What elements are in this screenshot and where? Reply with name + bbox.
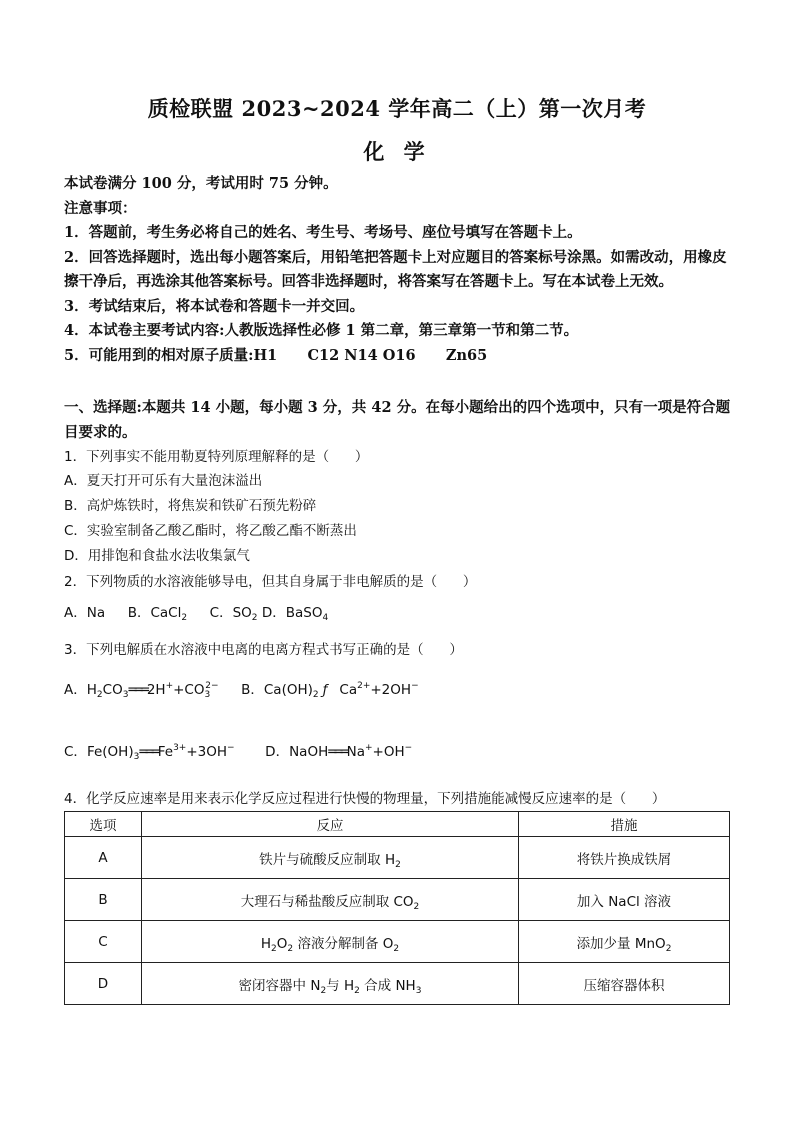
question-2-option-a: A．Na xyxy=(64,605,106,621)
question-1-option-a: A．夏天打开可乐有大量泡沫溢出 xyxy=(64,473,263,489)
question-1 xyxy=(64,447,744,569)
table-cell-option: A xyxy=(65,837,142,879)
table-cell-option: D xyxy=(65,963,142,1005)
table-cell-reaction: 铁片与硫酸反应制取 $H_2$ xyxy=(142,837,519,879)
question-3-option-a: A．$H_2CO_3═══2H^++CO_3^{2-}$ xyxy=(64,681,219,700)
score-time-note: 本试卷满分 100 分，考试用时 75 分钟。 xyxy=(64,175,338,192)
exam-subject: 化 学 xyxy=(363,139,431,164)
table-row xyxy=(65,837,730,879)
table-cell-measure: 压缩容器体积 xyxy=(519,963,730,1005)
table-cell-reaction: 大理石与稀盐酸反应制取 $CO_2$ xyxy=(142,879,519,921)
question-4-stem xyxy=(64,789,744,809)
table-cell-option: C xyxy=(65,921,142,963)
note-item-5: 5．可能用到的相对原子质量:H1 C12 N14 O16 Zn65 xyxy=(64,346,488,364)
table-cell-reaction: 密闭容器中 $N_2$与 $H_2$ 合成 $NH_3$ xyxy=(142,963,519,1005)
table-row xyxy=(65,921,730,963)
question-3-stem-text: 3．下列电解质在水溶液中电离的电离方程式书写正确的是（ ） xyxy=(64,642,463,658)
question-4-table xyxy=(64,811,730,1005)
question-2-stem-text: 2．下列物质的水溶液能够导电，但其自身属于非电解质的是（ ） xyxy=(64,574,477,590)
question-2-options xyxy=(64,603,744,623)
note-item-2: 2．回答选择题时，选出每小题答案后，用铅笔把答题卡上对应题目的答案标号涂黑。如需改动，用橡皮擦干净后，再选涂其他答案标号。回答非选择题时，将答案写在答题卡上。写在本试卷上无效。 xyxy=(64,248,727,290)
question-2-option-d: D．BaSO$_4$ xyxy=(261,605,329,623)
note-item-3: 3．考试结束后，将本试卷和答题卡一并交回。 xyxy=(64,297,365,315)
section-1-heading: 一、选择题:本题共 14 小题，每小题 3 分，共 42 分。在每小题给出的四个选项中，只有一项是符合题目要求的。 xyxy=(64,399,731,441)
table-row xyxy=(65,879,730,921)
exam-title: 质检联盟 2023~2024 学年高二（上）第一次月考 xyxy=(147,96,647,121)
question-3-options-cd xyxy=(64,742,744,762)
table-cell-reaction: $H_2O_2$ 溶液分解制备 $O_2$ xyxy=(142,921,519,963)
question-3-option-b: B．$Ca(OH)_2$ ƒ $Ca^{2+}+2OH^-$ xyxy=(241,681,419,700)
note-item-1: 1．答题前，考生务必将自己的姓名、考生号、考场号、座位号填写在答题卡上。 xyxy=(64,224,582,241)
table-cell-measure: 加入 NaCl 溶液 xyxy=(519,879,730,921)
question-2-stem xyxy=(64,572,744,592)
question-3-option-c: C．$Fe(OH)_3═══Fe^{3+}+3OH^-$ xyxy=(64,743,235,762)
exam-notes xyxy=(64,172,734,368)
table-header-option: 选项 xyxy=(65,812,142,837)
table-row xyxy=(65,963,730,1005)
question-1-option-c: C．实验室制备乙酸乙酯时，将乙酸乙酯不断蒸出 xyxy=(64,523,357,539)
table-cell-option: B xyxy=(65,879,142,921)
question-1-option-d: D．用排饱和食盐水法收集氯气 xyxy=(64,548,250,564)
question-1-option-b: B．高炉炼铁时，将焦炭和铁矿石预先粉碎 xyxy=(64,498,317,514)
question-4-stem-text: 4．化学反应速率是用来表示化学反应过程进行快慢的物理量，下列措施能减慢反应速率的是（ ） xyxy=(64,791,666,807)
note-item-4: 4．本试卷主要考试内容:人教版选择性必修 1 第二章，第三章第一节和第二节。 xyxy=(64,322,579,339)
question-3-options-ab xyxy=(64,680,744,700)
question-3-option-d: D．NaOH═══Na++OH− xyxy=(265,743,413,760)
table-cell-measure: 添加少量 MnO$_2$ xyxy=(519,921,730,963)
question-3-stem xyxy=(64,640,744,660)
question-1-stem: 1．下列事实不能用勒夏特列原理解释的是（ ） xyxy=(64,449,369,465)
question-2-option-b: B．CaCl$_2$ xyxy=(127,605,188,623)
table-header-row xyxy=(65,812,730,837)
notes-heading: 注意事项： xyxy=(64,199,137,217)
table-header-reaction: 反应 xyxy=(142,812,519,837)
question-2-option-c: C．$SO_2$ xyxy=(209,605,258,623)
table-cell-measure: 将铁片换成铁屑 xyxy=(519,837,730,879)
table-header-measure: 措施 xyxy=(519,812,730,837)
